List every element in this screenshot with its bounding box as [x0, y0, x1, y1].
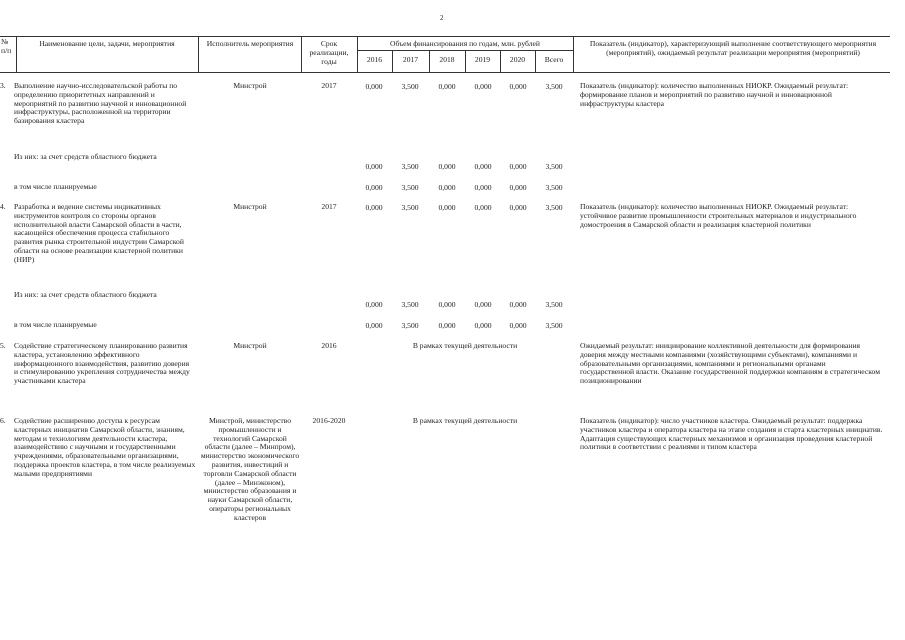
sub2-value: 0,000: [438, 321, 456, 330]
sub1-value: 0,000: [438, 162, 456, 171]
row-value: 0,000: [474, 203, 492, 212]
row-executor: Минстрой: [233, 202, 267, 211]
row-value: 0,000: [365, 82, 383, 91]
sub1-value: 0,000: [509, 162, 527, 171]
sub1-value: 0,000: [365, 300, 383, 309]
page-number: 2: [440, 14, 444, 22]
col-divider: [573, 36, 574, 72]
sub1-value: 0,000: [509, 300, 527, 309]
row-term: 2017: [321, 81, 337, 90]
header-funding: Объем финансирования по годам, млн. рублей: [390, 39, 540, 48]
row-value: 3,500: [401, 82, 419, 91]
row-executor: Минстрой, министерство промышленности и технологий Самарской области (далее – Минпром), министерство экономического развития, инвестиций и торговли Самарской области (далее – Минэконом), министерство образования и науки Самарской области, операторы региональных кластеров: [200, 416, 300, 522]
header-year-2017: 2017: [402, 55, 419, 64]
row-indicator: Ожидаемый результат: инициирование коллективной деятельности для формирования доверия между местными компаниями (хозяйствующими субъектами), компаниями и образовательными организациями, компаниями и региональными органами государственной власти. Оказание государственной поддержки компаниям в стратегическом позиционировании: [580, 341, 880, 386]
sub2-value: 0,000: [365, 183, 383, 192]
row-term: 2016-2020: [312, 416, 346, 425]
row-sub2-label: в том числе планируемые: [14, 320, 97, 329]
sub1-value: 3,500: [545, 162, 563, 171]
header-year-2016: 2016: [366, 55, 383, 64]
row-num: 4.: [0, 202, 6, 211]
header-year-2020: 2020: [509, 55, 526, 64]
row-funding-text: В рамках текущей деятельности: [412, 416, 518, 425]
row-name: Содействие расширению доступа к ресурсам кластерных инициатив Самарской области, знаниям, методам и технологиям деятельности кластера, взаимодействию с научными и государственными учреждениями, образовательными организациями, поддержка проектов кластера, в том числе реализуемых малыми предприятиями: [14, 416, 196, 478]
row-num: 3.: [0, 81, 6, 90]
sub1-value: 3,500: [401, 162, 419, 171]
sub1-value: 0,000: [474, 300, 492, 309]
sub2-value: 3,500: [401, 183, 419, 192]
row-sub1-label: Из них: за счет средств областного бюджета: [14, 152, 157, 161]
sub2-value: 3,500: [545, 321, 563, 330]
row-value: 0,000: [474, 82, 492, 91]
sub1-value: 0,000: [474, 162, 492, 171]
row-value: 0,000: [438, 82, 456, 91]
row-value: 3,500: [545, 82, 563, 91]
sub2-value: 3,500: [401, 321, 419, 330]
row-value: 3,500: [401, 203, 419, 212]
sub2-value: 0,000: [474, 183, 492, 192]
sub2-value: 0,000: [474, 321, 492, 330]
row-term: 2016: [321, 341, 337, 350]
row-value: 0,000: [365, 203, 383, 212]
row-value: 0,000: [509, 82, 527, 91]
header-indicator: Показатель (индикатор), характеризующий выполнение соответствующего мероприятия (мероприятий), ожидаемый результат реализации мероприятия (мероприятий): [589, 39, 877, 57]
row-executor: Минстрой: [233, 81, 267, 90]
row-sub1-label: Из них: за счет средств областного бюджета: [14, 290, 157, 299]
header-year-2019: 2019: [474, 55, 491, 64]
row-term: 2017: [321, 202, 337, 211]
row-funding-text: В рамках текущей деятельности: [412, 341, 518, 350]
header-num: № п/п: [1, 37, 12, 55]
header-name: Наименование цели, задачи, мероприятия: [39, 39, 175, 48]
sub1-value: 0,000: [365, 162, 383, 171]
header-term: Срок реализации, годы: [309, 39, 349, 66]
row-value: 3,500: [545, 203, 563, 212]
header-year-total: Всего: [544, 55, 564, 64]
row-indicator: Показатель (индикатор): количество выполненных НИОКР. Ожидаемый результат: устойчивое развитие промышленности строительных материалов и индустриального домостроения в Самарской области и реализация кластерной политики: [580, 202, 857, 229]
sub2-value: 0,000: [365, 321, 383, 330]
col-divider: [198, 36, 199, 72]
row-name: Выполнение научно-исследовательской работы по определению приоритетных направлений и мероприятий по развитию научной и инновационной инфраструктуры, расположенной на территории базирования кластера: [14, 81, 187, 126]
row-name: Разработка и ведение системы индикативных инструментов контроля со стороны органов исполнительной власти Самарской области в части, касающейся обеспечения процесса стабильного развития рынка строительной индустрии Самарской области на основе реализации кластерной политики (НИР): [14, 202, 184, 264]
row-num: 6.: [0, 416, 6, 425]
row-sub2-label: в том числе планируемые: [14, 182, 97, 191]
sub2-value: 3,500: [545, 183, 563, 192]
row-executor: Минстрой: [233, 341, 267, 350]
sub2-value: 0,000: [438, 183, 456, 192]
row-indicator: Показатель (индикатор): число участников кластера. Ожидаемый результат: поддержка участников кластера и оператора кластера на этапе создания и старта кластерных инициатив. Адаптация существующих кластерных механизмов и организация проведения кластерной политики в соответствии с реалиями и типом кластера: [580, 416, 883, 452]
row-num: 5.: [0, 341, 6, 350]
sub1-value: 0,000: [438, 300, 456, 309]
row-indicator: Показатель (индикатор): количество выполненных НИОКР. Ожидаемый результат: формирование планов и мероприятий по развитию научной и инновационной инфраструктуры кластера: [580, 81, 849, 108]
row-value: 0,000: [509, 203, 527, 212]
sub1-value: 3,500: [545, 300, 563, 309]
sub2-value: 0,000: [509, 321, 527, 330]
header-year-2018: 2018: [439, 55, 455, 64]
header-top-border: [0, 36, 890, 37]
sub1-value: 3,500: [401, 300, 419, 309]
row-name: Содействие стратегическому планированию развития кластера, установлению эффективного информационного взаимодействия, развитию доверия и стимулированию укрепления сотрудничества между участниками кластера: [14, 341, 190, 386]
row-value: 0,000: [438, 203, 456, 212]
header-bottom-border: [0, 72, 890, 73]
header-executor: Исполнитель мероприятия: [206, 39, 294, 48]
sub2-value: 0,000: [509, 183, 527, 192]
